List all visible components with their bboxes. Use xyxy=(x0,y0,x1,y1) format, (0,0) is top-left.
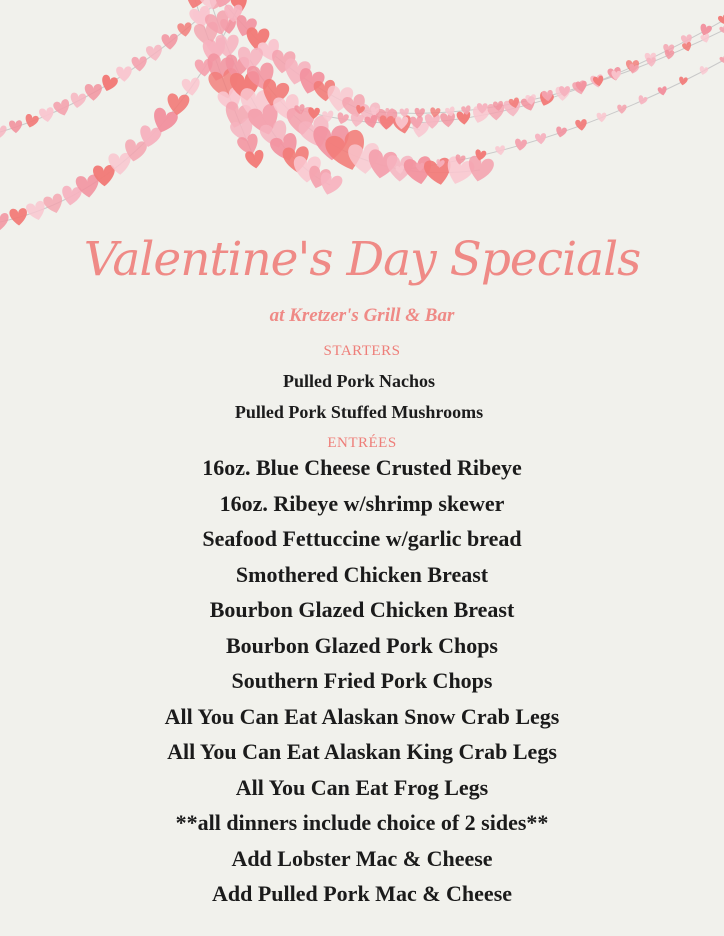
heart-icon xyxy=(9,120,23,133)
starters-section-label: STARTERS xyxy=(323,343,401,359)
page-title: Valentine's Day Specials xyxy=(83,232,641,287)
heart-icon xyxy=(657,86,667,96)
heart-icon xyxy=(682,41,693,52)
heart-garland-icon xyxy=(0,0,724,240)
heart-icon xyxy=(678,76,688,86)
heart-icon xyxy=(85,84,102,101)
heart-icon xyxy=(637,95,648,106)
heart-icon xyxy=(69,92,86,109)
heart-icon xyxy=(575,119,588,131)
heart-icon xyxy=(440,112,456,128)
entree-item: Add Pulled Pork Mac & Cheese xyxy=(211,881,513,906)
entree-item: Seafood Fettuccine w/garlic bread xyxy=(202,526,522,551)
sides-note: **all dinners include choice of 2 sides** xyxy=(175,810,549,835)
heart-icon xyxy=(39,107,56,123)
garland-string xyxy=(0,4,215,132)
heart-icon xyxy=(555,126,568,138)
heart-icon xyxy=(495,145,506,156)
starter-item: Pulled Pork Stuffed Mushrooms xyxy=(234,402,484,422)
heart-icon xyxy=(161,34,178,50)
heart-icon xyxy=(116,66,132,82)
entree-item: Bourbon Glazed Pork Chops xyxy=(226,632,498,658)
heart-icon xyxy=(717,13,724,26)
heart-icon xyxy=(617,105,626,114)
heart-icon xyxy=(42,193,65,216)
entree-list xyxy=(0,451,724,913)
heart-icon xyxy=(99,74,119,93)
heart-icon xyxy=(698,66,708,76)
entree-item: Southern Fried Pork Chops xyxy=(231,668,493,693)
entree-item: All You Can Eat Alaskan King Crab Legs xyxy=(167,739,557,764)
entree-item: 16oz. Blue Cheese Crusted Ribeye xyxy=(202,455,522,480)
heart-icon xyxy=(535,133,547,145)
heart-icon xyxy=(597,113,607,123)
heart-icon xyxy=(181,77,201,97)
heart-icon xyxy=(245,149,266,169)
heart-icon xyxy=(719,25,724,35)
entree-item: 16oz. Ribeye w/shrimp skewer xyxy=(219,490,505,516)
heart-icon xyxy=(456,111,471,125)
heart-icon xyxy=(700,33,711,44)
starter-item: Pulled Pork Nachos xyxy=(282,371,435,391)
heart-icon xyxy=(514,138,527,151)
entree-item: All You Can Eat Alaskan Snow Crab Legs xyxy=(164,703,560,729)
heart-icon xyxy=(0,125,7,138)
entree-item: All You Can Eat Frog Legs xyxy=(235,774,489,800)
heart-icon xyxy=(414,108,425,119)
page-subtitle: at Kretzer's Grill & Bar xyxy=(269,305,455,326)
heart-icon xyxy=(719,55,724,65)
heart-icon xyxy=(23,113,39,129)
heart-icon xyxy=(145,44,163,62)
entrees-section-label: ENTRÉES xyxy=(327,435,397,451)
heart-icon xyxy=(52,98,72,118)
entree-item: Smothered Chicken Breast xyxy=(235,561,489,587)
heart-icon xyxy=(9,208,28,226)
entree-item: Add Lobster Mac & Cheese xyxy=(231,845,493,871)
heart-icon xyxy=(131,56,147,72)
entree-item: Bourbon Glazed Chicken Breast xyxy=(209,597,515,622)
